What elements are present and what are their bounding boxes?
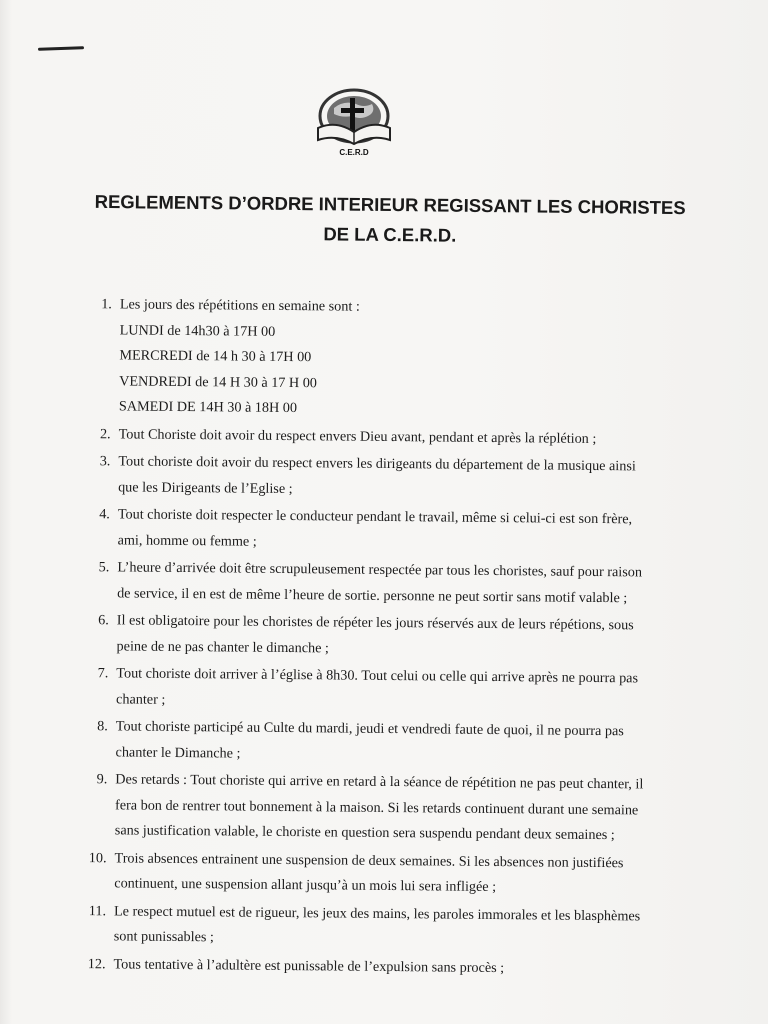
logo-text: C.E.R.D	[339, 148, 369, 157]
rule-text: chanter ;	[116, 690, 166, 708]
rule-item	[74, 661, 714, 718]
rule-text: sans justification valable, le choriste en question sera suspendu pendant deux semaines ;	[114, 822, 615, 844]
rule-text: Tout choriste doit arriver à l’église à 8h30. Tout celui ou celle qui arrive après ne pourra pas	[116, 665, 639, 687]
rule-item	[74, 608, 714, 665]
rule-text: sont punissables ;	[113, 928, 214, 946]
rule-text: Tout choriste participé au Culte du mardi, jeudi et vendredi faute de quoi, il ne pourra pas	[115, 718, 624, 740]
rule-item	[71, 951, 711, 983]
rule-number: 12.	[87, 955, 106, 972]
rule-text: Des retards : Tout choriste qui arrive en retard à la séance de répétition ne pas peut chanter, il	[115, 771, 644, 793]
rule-text: Trois absences entrainent une suspension de deux semaines. Si les absences non justifiées	[114, 849, 624, 871]
rule-item	[77, 292, 718, 426]
rule-item	[76, 449, 716, 506]
rule-text: Le respect mutuel est de rigueur, les jeux des mains, les paroles immorales et les blasphèmes	[113, 902, 641, 924]
rule-item	[75, 502, 715, 559]
title-line-2: DE LA C.E.R.D.	[323, 223, 457, 246]
rule-text: Il est obligatoire pour les choristes de répéter les jours réservés aux de leurs répétions, sous	[116, 612, 634, 634]
rule-text: Tous tentative à l’adultère est punissable de l’expulsion sans procès ;	[113, 955, 505, 976]
rule-text: Les jours des répétitions en semaine sont :	[119, 296, 360, 315]
document-title	[60, 187, 721, 254]
rule-number: 10.	[88, 849, 107, 866]
rule-number: 6.	[98, 612, 109, 629]
rehearsal-day: SAMEDI DE 14H 30 à 18H 00	[118, 398, 298, 417]
rule-item	[73, 714, 713, 771]
rule-text: chanter le Dimanche ;	[115, 743, 241, 762]
pen-mark	[38, 46, 84, 51]
cerd-logo-icon	[304, 86, 404, 158]
rule-text: ami, homme ou femme ;	[117, 531, 257, 550]
rule-number: 1.	[101, 296, 112, 313]
rule-text: de service, il en est de même l’heure de sortie. personne ne peut sortir sans motif valable ;	[117, 584, 628, 606]
rule-text: que les Dirigeants de l’Eglise ;	[118, 478, 293, 497]
rule-number: 3.	[99, 453, 111, 470]
rehearsal-day: MERCREDI de 14 h 30 à 17H 00	[119, 347, 312, 366]
rule-number: 11.	[88, 902, 107, 919]
rule-number: 8.	[97, 718, 108, 735]
rule-number: 4.	[99, 506, 110, 523]
rehearsal-day: LUNDI de 14h30 à 17H 00	[119, 321, 276, 340]
rule-number: 5.	[98, 559, 110, 576]
rule-text: L’heure d’arrivée doit être scrupuleusement respectée par tous les choristes, sauf pour raison	[117, 559, 643, 581]
rule-item	[75, 555, 715, 612]
rule-text: peine de ne pas chanter le dimanche ;	[116, 637, 329, 656]
rule-number: 7.	[97, 665, 109, 682]
rule-text: Tout choriste doit avoir du respect envers les dirigeants du département de la musique ainsi	[118, 453, 636, 475]
title-line-1: REGLEMENTS D’ORDRE INTERIEUR REGISSANT LES CHORISTES	[94, 190, 686, 219]
rule-item	[72, 898, 712, 955]
rule-text: continuent, une suspension allant jusqu’à un mois lui sera infligée ;	[114, 875, 497, 896]
rules-list	[71, 292, 718, 985]
rule-text: Tout Choriste doit avoir du respect envers Dieu avant, pendant et après la réplétion ;	[118, 425, 597, 447]
rule-text: Tout choriste doit respecter le conducteur pendant le travail, même si celui-ci est son frère,	[117, 506, 633, 528]
rule-text: fera bon de rentrer tout bonnement à la maison. Si les retards continuent durant une semaine	[115, 796, 639, 818]
rule-number: 2.	[99, 425, 111, 442]
rehearsal-day: VENDREDI de 14 H 30 à 17 H 00	[119, 372, 318, 391]
rule-number: 9.	[96, 771, 108, 788]
rule-item	[77, 421, 717, 453]
rule-item	[72, 845, 712, 902]
rule-item	[73, 767, 714, 850]
